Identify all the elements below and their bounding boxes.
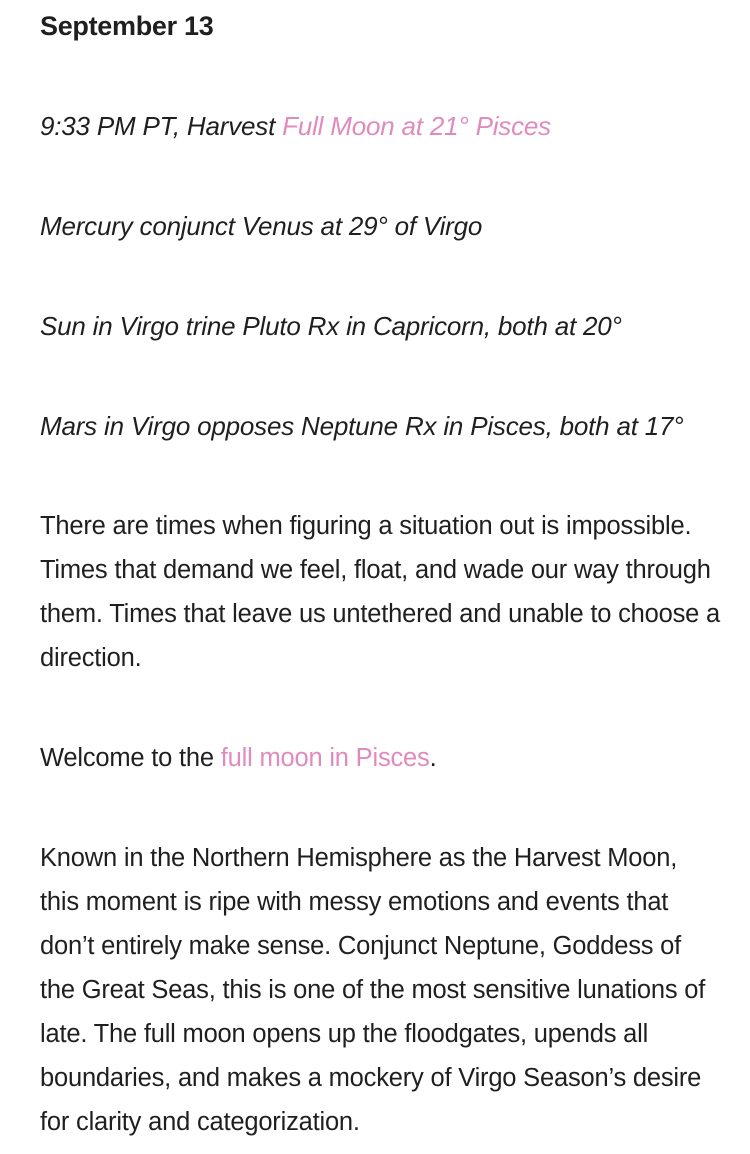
event-full-moon-prefix: 9:33 PM PT, Harvest [40, 111, 283, 141]
welcome-prefix: Welcome to the [40, 744, 221, 772]
welcome-suffix: . [429, 744, 437, 772]
full-moon-pisces-link[interactable]: full moon in Pisces [220, 744, 430, 772]
event-mercury-venus: Mercury conjunct Venus at 29° of Virgo [40, 211, 483, 241]
full-moon-link[interactable]: Full Moon at 21° Pisces [282, 111, 551, 141]
event-mars-neptune: Mars in Virgo opposes Neptune Rx in Pisces, both at 17° [40, 411, 684, 441]
date-heading: September 13 [40, 11, 214, 41]
event-sun-pluto: Sun in Virgo trine Pluto Rx in Capricorn, both at 20° [40, 311, 622, 341]
paragraph-welcome [40, 736, 720, 780]
paragraph-intro: There are times when figuring a situation out is impossible. Times that demand we feel, float, and wade our way through them. Times that leave us untethered and unable to choose a direction. [40, 512, 720, 672]
paragraph-harvest-moon: Known in the Northern Hemisphere as the Harvest Moon, this moment is ripe with messy emotions and events that don’t entirely make sense. Conjunct Neptune, Goddess of the Great Seas, this is one of the most sensitive lunations of late. The full moon opens up the floodgates, upends all boundaries, and makes a mockery of Virgo Season’s desire for clarity and categorization. [40, 844, 706, 1136]
event-full-moon [40, 108, 551, 144]
